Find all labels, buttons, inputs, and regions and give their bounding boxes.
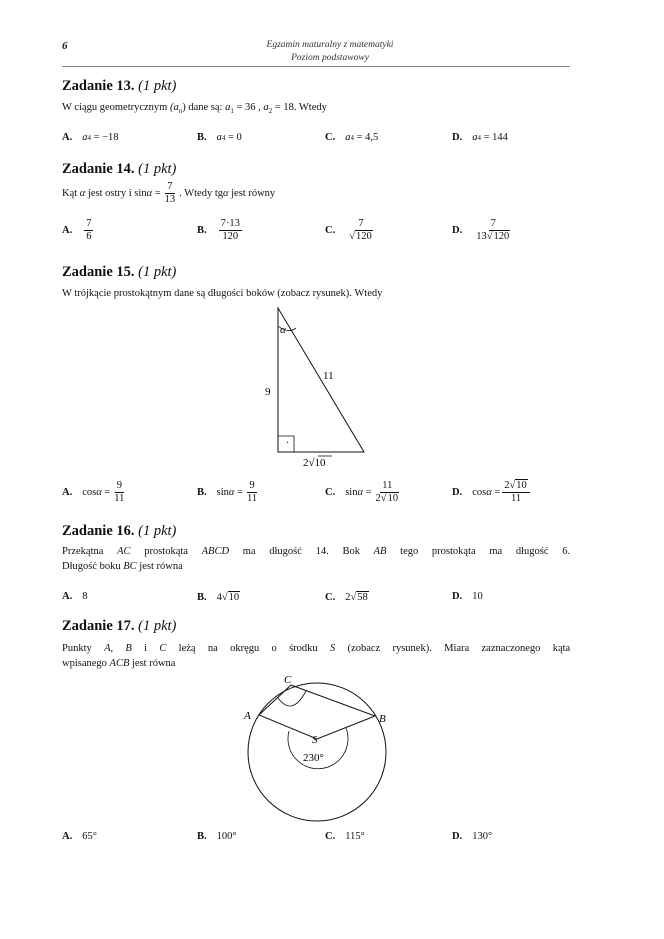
task-16-text-line1 [62, 546, 570, 557]
option-var: a [216, 132, 222, 143]
base-length-label [303, 457, 326, 469]
frac-num: 9 [247, 480, 256, 493]
option-letter: A. [62, 225, 73, 237]
coefficient: 2 [504, 480, 510, 491]
hypotenuse-length-label: 11 [323, 370, 334, 382]
frac-num: 7 [489, 218, 498, 231]
task-13-text [62, 102, 570, 115]
task-13-option-d[interactable] [452, 132, 508, 143]
option-letter: B. [197, 831, 207, 842]
word: prostokąta [144, 546, 188, 557]
option-letter: D. [452, 487, 463, 499]
sqrt-icon: √ [349, 231, 355, 243]
point-S-label: S [312, 734, 318, 746]
frac-num: 11 [380, 480, 394, 493]
var-ABCD: ABCD [201, 546, 230, 557]
task-15-option-b[interactable] [197, 480, 261, 505]
frac-den [374, 493, 402, 505]
word: (zobacz [347, 643, 381, 654]
right-angle-dot: · [286, 438, 290, 449]
task-14-fraction [163, 181, 178, 206]
task-17-number: Zadanie 17. [62, 618, 135, 634]
trig-fn: cos [82, 487, 97, 499]
sqrt-radicand: 10 [387, 493, 399, 505]
circle-figure [240, 672, 400, 824]
task-14-option-a[interactable] [62, 218, 95, 243]
task-17-option-a[interactable] [62, 831, 97, 842]
sqrt-icon: √ [350, 591, 357, 603]
equals-sign: = [104, 487, 111, 499]
task-13-title [62, 78, 176, 95]
word: ma [489, 546, 503, 557]
task-17-option-c[interactable] [325, 831, 365, 842]
task-14-text-c: . Wtedy tg [179, 188, 223, 200]
task-13-text-c: . Wtedy [293, 102, 327, 113]
page-number: 6 [62, 40, 68, 52]
frac-den: 11 [114, 493, 125, 505]
alpha-symbol: α [357, 487, 363, 499]
word: Bok [342, 546, 360, 557]
task-14-option-d[interactable] [452, 218, 514, 243]
var-BC: BC [123, 561, 137, 572]
word: 14. [315, 546, 329, 557]
word: środku [289, 643, 318, 654]
option-letter: C. [325, 487, 336, 499]
task-15-text: W trójkącie prostokątnym dane są długości boków (zobacz rysunek). Wtedy [62, 288, 383, 299]
word: jest równa [139, 561, 183, 572]
task-14-text-b: jest ostry i sin [87, 188, 147, 200]
alpha-symbol: α [146, 188, 153, 200]
word: wpisanego [62, 658, 107, 669]
task-14-text [62, 181, 570, 206]
task-13-number: Zadanie 13. [62, 78, 135, 94]
task-17-option-d[interactable] [452, 831, 492, 842]
var-C: C [159, 643, 167, 654]
equals-sign: = [365, 487, 372, 499]
option-letter: B. [197, 225, 207, 237]
word: kąta [552, 643, 571, 654]
option-value: = −18 [93, 132, 119, 143]
task-13-a2-sub: 2 [268, 107, 273, 115]
var-ACB: ACB [109, 658, 130, 669]
coefficient: 2 [345, 591, 351, 603]
frac-den [474, 231, 512, 243]
central-angle-label: 230° [303, 752, 324, 764]
option-fraction [347, 218, 375, 243]
task-14-title [62, 161, 176, 178]
option-value: = 0 [228, 132, 242, 143]
figure-alpha-label: α [280, 324, 286, 336]
option-letter: A. [62, 831, 73, 842]
option-letter: A. [62, 591, 73, 602]
sqrt-radicand: 58 [357, 592, 368, 603]
option-var: a [82, 132, 88, 143]
option-fraction [84, 218, 93, 243]
var-AB: AB [373, 546, 387, 557]
task-16-points: (1 pkt) [138, 523, 177, 539]
word: leżą [178, 643, 196, 654]
frac-den: 120 [222, 231, 239, 243]
option-fraction [474, 218, 512, 243]
var-S: S [329, 643, 336, 654]
task-16-title [62, 523, 176, 540]
task-17-points: (1 pkt) [138, 618, 177, 634]
task-14-number: Zadanie 14. [62, 161, 135, 177]
leg-length-label: 9 [265, 386, 271, 398]
option-letter: B. [197, 132, 207, 143]
task-16-option-c[interactable] [325, 591, 369, 603]
task-13-a1: a [225, 102, 231, 113]
task-16-option-d[interactable] [452, 591, 483, 602]
option-letter: D. [452, 831, 463, 842]
word: Miara [444, 643, 470, 654]
task-13-a2-val: = 18 [274, 102, 294, 113]
alpha-symbol: α [79, 188, 86, 200]
point-A-label: A [244, 710, 251, 722]
option-fraction [245, 480, 259, 505]
word: długość [269, 546, 302, 557]
task-14-text-d: jest równy [231, 188, 276, 200]
quadrilateral-shape [259, 685, 375, 739]
sqrt-icon: √ [221, 591, 228, 603]
task-15-option-c[interactable] [325, 480, 403, 505]
word: okręgu [230, 643, 260, 654]
option-letter: B. [197, 487, 207, 499]
task-13-a2: a [263, 102, 269, 113]
option-letter: D. [452, 591, 463, 602]
frac-den: 11 [246, 493, 258, 505]
exam-level: Poziom podstawowy [291, 53, 369, 63]
option-fraction [374, 480, 402, 505]
task-17-option-b[interactable] [197, 831, 237, 842]
option-letter: D. [452, 132, 463, 143]
frac-num: 7 [165, 181, 174, 194]
sqrt-radicand: 120 [355, 231, 372, 243]
option-value: 8 [82, 591, 88, 602]
task-15-option-d[interactable] [452, 480, 532, 505]
option-var: a [472, 132, 478, 143]
task-13-option-c[interactable] [325, 132, 378, 143]
option-value: 65° [82, 831, 97, 842]
word: Przekątna [62, 546, 104, 557]
option-letter: C. [325, 225, 336, 237]
coefficient: 2 [375, 493, 381, 505]
coefficient: 4 [216, 591, 222, 603]
word: i [144, 643, 148, 654]
frac-num: 7·13 [219, 218, 242, 231]
sqrt-radicand: 120 [493, 231, 510, 243]
option-fraction [502, 480, 530, 505]
word: zaznaczonego [481, 643, 541, 654]
frac-num [502, 480, 530, 493]
task-13-seq: (a [169, 102, 179, 113]
word: prostokąta [431, 546, 476, 557]
task-15-number: Zadanie 15. [62, 264, 135, 280]
frac-num: 9 [115, 480, 124, 493]
word: jest równa [132, 658, 176, 669]
task-14-option-b[interactable] [197, 218, 244, 243]
alpha-symbol: α [486, 487, 492, 499]
task-16-option-b[interactable] [197, 591, 240, 603]
equals-sign: = [237, 487, 243, 499]
option-letter: D. [452, 225, 463, 237]
sqrt-icon: √ [509, 480, 516, 491]
word: Długość boku [62, 561, 121, 572]
task-13-a1-val: = 36 , [236, 102, 261, 113]
sqrt-icon: √ [380, 493, 387, 505]
alpha-symbol: α [222, 188, 229, 200]
task-13-option-b[interactable] [197, 132, 242, 143]
exam-title: Egzamin maturalny z matematyki [266, 40, 394, 50]
option-letter: C. [325, 591, 336, 603]
var-A: A, [104, 643, 114, 654]
task-14-option-c[interactable] [325, 218, 377, 243]
task-15-option-a[interactable] [62, 480, 128, 505]
option-fraction [219, 218, 242, 243]
task-16-option-a[interactable] [62, 591, 87, 602]
task-13-points: (1 pkt) [138, 78, 177, 94]
word: rysunek). [392, 643, 432, 654]
option-letter: A. [62, 487, 73, 499]
trig-fn: sin [345, 487, 358, 499]
option-var: a [345, 132, 351, 143]
option-sub: 4 [350, 133, 354, 142]
equals-sign: = [154, 188, 161, 200]
task-13-text-a: W ciągu geometrycznym [62, 102, 168, 113]
task-17-text-line2 [62, 658, 570, 669]
trig-fn: cos [472, 487, 487, 499]
word: ma [242, 546, 256, 557]
coefficient: 13 [476, 231, 487, 243]
task-15-points: (1 pkt) [138, 264, 177, 280]
var-B: B [125, 643, 132, 654]
option-value: 115° [345, 831, 365, 842]
option-sub: 4 [221, 133, 226, 142]
sqrt-icon: √ [486, 231, 493, 243]
option-value: = 144 [483, 132, 508, 143]
frac-den: 13 [164, 194, 176, 206]
right-triangle-figure [250, 300, 390, 475]
point-B-label: B [379, 713, 386, 725]
option-value: 130° [472, 831, 493, 842]
frac-num: 7 [356, 218, 365, 231]
word: tego [400, 546, 419, 557]
option-letter: A. [62, 132, 73, 143]
option-value: 10 [472, 591, 483, 602]
option-fraction [112, 480, 126, 505]
task-16-number: Zadanie 16. [62, 523, 135, 539]
sqrt-radicand: 10 [228, 592, 240, 603]
word: długość [515, 546, 549, 557]
option-letter: C. [325, 132, 336, 143]
frac-den: 6 [86, 231, 92, 243]
base-radicand: 10 [314, 457, 326, 469]
trig-fn: sin [216, 487, 229, 499]
word: o [271, 643, 277, 654]
task-15-title [62, 264, 176, 281]
task-14-points: (1 pkt) [138, 161, 177, 177]
task-17-title [62, 618, 176, 635]
option-value: 100° [216, 831, 237, 842]
option-sub: 4 [87, 133, 91, 142]
alpha-symbol: α [96, 487, 102, 499]
alpha-symbol: α [228, 487, 235, 499]
point-C-label: C [284, 674, 292, 686]
sqrt-icon: √ [308, 457, 315, 469]
header-divider [62, 66, 570, 67]
task-13-seq-close: ) [182, 102, 186, 113]
word: 6. [562, 546, 571, 557]
task-14-text-a: Kąt [62, 188, 78, 200]
frac-num: 7 [84, 218, 93, 231]
triangle-shape [278, 308, 364, 452]
var-AC: AC [117, 546, 131, 557]
word: na [207, 643, 218, 654]
frac-den [347, 231, 375, 243]
task-16-text-line2 [62, 561, 570, 572]
task-13-a1-sub: 1 [230, 107, 234, 115]
option-letter: B. [197, 591, 207, 603]
task-17-text-line1 [62, 643, 570, 654]
task-13-seq-sub: n [178, 107, 183, 115]
word: Punkty [62, 643, 92, 654]
task-13-option-a[interactable] [62, 132, 119, 143]
task-13-text-b: dane są: [188, 102, 223, 113]
option-letter: C. [325, 831, 336, 842]
frac-den: 11 [510, 493, 522, 505]
base-coef: 2 [303, 457, 309, 469]
equals-sign: = [494, 487, 501, 499]
option-value: = 4,5 [356, 132, 379, 143]
option-sub: 4 [477, 133, 481, 142]
sqrt-radicand: 10 [516, 480, 527, 491]
